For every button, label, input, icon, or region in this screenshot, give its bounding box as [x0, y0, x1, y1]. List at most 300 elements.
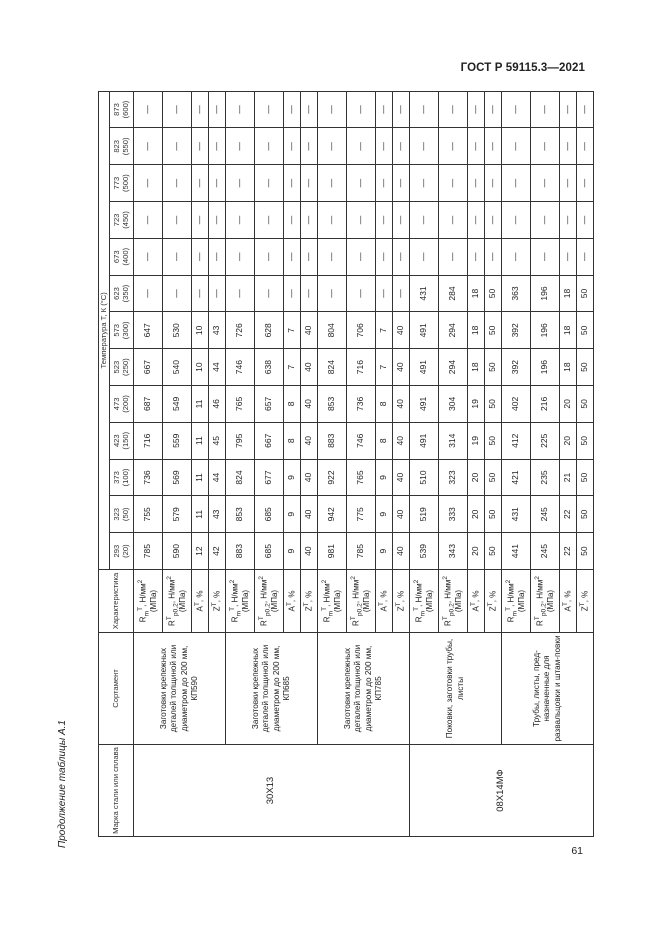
value-cell: — [163, 275, 192, 312]
value-cell: — [531, 238, 560, 275]
value-cell: 491 [410, 349, 439, 386]
value-cell: — [209, 238, 226, 275]
value-cell: 638 [255, 349, 284, 386]
value-cell: 9 [376, 459, 393, 496]
value-cell: 40 [393, 422, 410, 459]
value-cell: 9 [284, 459, 301, 496]
value-cell: — [577, 128, 594, 165]
value-cell: — [468, 202, 485, 239]
value-cell: — [485, 91, 502, 128]
temp-celsius: (350) [120, 284, 130, 303]
value-cell: 431 [410, 275, 439, 312]
table-row [410, 91, 439, 836]
value-cell: — [347, 165, 376, 202]
value-cell: — [301, 165, 318, 202]
value-cell: 294 [439, 349, 468, 386]
value-cell: 43 [209, 312, 226, 349]
temp-celsius: (50) [120, 507, 130, 522]
value-cell: — [485, 202, 502, 239]
value-cell: 883 [318, 422, 347, 459]
value-cell: 510 [410, 459, 439, 496]
value-cell: 392 [502, 349, 531, 386]
value-cell: 8 [376, 386, 393, 423]
value-cell: 785 [134, 533, 163, 570]
value-cell: — [577, 165, 594, 202]
value-cell: 50 [577, 275, 594, 312]
value-cell: — [255, 238, 284, 275]
value-cell: — [134, 275, 163, 312]
temp-kelvin: 873 [111, 103, 121, 116]
value-cell: 8 [284, 386, 301, 423]
temp-celsius: (600) [120, 100, 130, 119]
value-cell: 685 [255, 533, 284, 570]
value-cell: 363 [502, 275, 531, 312]
value-cell: — [410, 91, 439, 128]
value-cell: 196 [531, 275, 560, 312]
value-cell: — [502, 128, 531, 165]
value-cell: 687 [134, 386, 163, 423]
table-row [318, 91, 347, 836]
value-cell: — [255, 91, 284, 128]
value-cell: — [560, 238, 577, 275]
value-cell: 746 [347, 422, 376, 459]
value-cell: 284 [439, 275, 468, 312]
value-cell: 314 [439, 422, 468, 459]
value-cell: 942 [318, 496, 347, 533]
value-cell: 196 [531, 349, 560, 386]
value-cell: 491 [410, 312, 439, 349]
temp-header-7 [110, 275, 134, 312]
value-cell: — [376, 202, 393, 239]
value-cell: 18 [468, 349, 485, 386]
value-cell: 50 [485, 496, 502, 533]
value-cell: 922 [318, 459, 347, 496]
value-cell: — [347, 91, 376, 128]
value-cell: — [577, 238, 594, 275]
value-cell: 50 [485, 386, 502, 423]
value-cell: — [209, 165, 226, 202]
col-header-sortament: Сортамент [99, 633, 134, 745]
value-cell: 579 [163, 496, 192, 533]
col-header-temperature: Температура T, К (°C) [99, 91, 110, 569]
grade-cell: 08Х14МФ [410, 745, 594, 837]
characteristic-cell: $Z^T$, % [393, 570, 410, 633]
temp-header-2 [110, 459, 134, 496]
value-cell: 10 [192, 312, 209, 349]
value-cell: — [163, 91, 192, 128]
value-cell: — [347, 238, 376, 275]
value-cell: — [531, 128, 560, 165]
value-cell: 304 [439, 386, 468, 423]
value-cell: — [163, 165, 192, 202]
value-cell: 716 [347, 349, 376, 386]
value-cell: 412 [502, 422, 531, 459]
value-cell: 323 [439, 459, 468, 496]
temp-header-11 [110, 128, 134, 165]
temp-celsius: (200) [120, 395, 130, 413]
value-cell: 50 [577, 422, 594, 459]
sortament-cell: Заготовки крепежных деталей толщиной или диаметром до 200 мм, КП785 [318, 633, 410, 745]
value-cell: — [376, 165, 393, 202]
value-cell: 569 [163, 459, 192, 496]
value-cell: 50 [485, 533, 502, 570]
col-header-characteristic: Характеристика [99, 570, 134, 633]
value-cell: — [255, 128, 284, 165]
value-cell: — [560, 202, 577, 239]
value-cell: 19 [468, 422, 485, 459]
value-cell: 824 [226, 459, 255, 496]
value-cell: — [393, 91, 410, 128]
value-cell: — [192, 202, 209, 239]
characteristic-cell: $Z^T$, % [577, 570, 594, 633]
value-cell: 42 [209, 533, 226, 570]
value-cell: 343 [439, 533, 468, 570]
value-cell: 775 [347, 496, 376, 533]
value-cell: 628 [255, 312, 284, 349]
value-cell: — [393, 238, 410, 275]
value-cell: 50 [577, 533, 594, 570]
document-standard-header: ГОСТ Р 59115.3—2021 [460, 62, 585, 74]
value-cell: — [318, 165, 347, 202]
value-cell: 40 [393, 312, 410, 349]
temp-header-9 [110, 202, 134, 239]
value-cell: — [531, 91, 560, 128]
value-cell: 765 [347, 459, 376, 496]
value-cell: 46 [209, 386, 226, 423]
value-cell: 7 [284, 312, 301, 349]
value-cell: — [468, 91, 485, 128]
value-cell: 44 [209, 349, 226, 386]
value-cell: 40 [393, 533, 410, 570]
value-cell: — [284, 275, 301, 312]
value-cell: — [301, 202, 318, 239]
value-cell: 7 [284, 349, 301, 386]
value-cell: 50 [485, 349, 502, 386]
value-cell: 883 [226, 533, 255, 570]
value-cell: — [410, 238, 439, 275]
value-cell: 824 [318, 349, 347, 386]
value-cell: — [577, 202, 594, 239]
value-cell: — [163, 238, 192, 275]
value-cell: — [502, 91, 531, 128]
grade-cell: 30Х13 [134, 745, 410, 837]
temp-header-10 [110, 165, 134, 202]
value-cell: 647 [134, 312, 163, 349]
value-cell: 685 [255, 496, 284, 533]
value-cell: 804 [318, 312, 347, 349]
characteristic-cell: $R_m^T$, $Н/мм^2$ (МПа) [318, 570, 347, 633]
value-cell: — [163, 128, 192, 165]
value-cell: — [192, 128, 209, 165]
value-cell: — [226, 91, 255, 128]
value-cell: 706 [347, 312, 376, 349]
characteristic-cell: $Z^T$, % [485, 570, 502, 633]
value-cell: 40 [393, 459, 410, 496]
temp-kelvin: 473 [111, 397, 121, 411]
value-cell: — [376, 275, 393, 312]
value-cell: 441 [502, 533, 531, 570]
temp-celsius: (20) [120, 544, 130, 558]
value-cell: 43 [209, 496, 226, 533]
value-cell: 18 [468, 312, 485, 349]
value-cell: — [209, 91, 226, 128]
value-cell: 20 [560, 422, 577, 459]
value-cell: 677 [255, 459, 284, 496]
value-cell: — [134, 128, 163, 165]
value-cell: 11 [192, 459, 209, 496]
characteristic-cell: $R_m^T$, $Н/мм^2$ (МПа) [502, 570, 531, 633]
characteristic-cell: $R_m^T$, $Н/мм^2$ (МПа) [410, 570, 439, 633]
value-cell: — [410, 165, 439, 202]
value-cell: 11 [192, 422, 209, 459]
value-cell: 853 [318, 386, 347, 423]
value-cell: 196 [531, 312, 560, 349]
value-cell: — [376, 128, 393, 165]
value-cell: 785 [347, 533, 376, 570]
value-cell: 40 [301, 496, 318, 533]
characteristic-cell: $Z^T$, % [209, 570, 226, 633]
temp-header-0 [110, 533, 134, 570]
value-cell: — [284, 91, 301, 128]
value-cell: — [502, 238, 531, 275]
value-cell: — [163, 202, 192, 239]
value-cell: — [347, 128, 376, 165]
value-cell: 40 [301, 533, 318, 570]
value-cell: — [226, 238, 255, 275]
value-cell: 294 [439, 312, 468, 349]
value-cell: 402 [502, 386, 531, 423]
value-cell: 44 [209, 459, 226, 496]
value-cell: 22 [560, 496, 577, 533]
value-cell: 18 [468, 275, 485, 312]
temp-celsius: (250) [120, 358, 130, 376]
value-cell: 746 [226, 349, 255, 386]
characteristic-cell: $A^T$, % [192, 570, 209, 633]
value-cell: — [439, 165, 468, 202]
col-header-grade: Марка стали или сплава [99, 745, 134, 837]
value-cell: 216 [531, 386, 560, 423]
temp-celsius: (150) [120, 431, 130, 450]
value-cell: 50 [577, 386, 594, 423]
value-cell: 8 [284, 422, 301, 459]
value-cell: — [485, 128, 502, 165]
sortament-cell: Трубы, листы, пред-назначенные для развальцовки и штам-повки [502, 633, 594, 745]
value-cell: — [393, 202, 410, 239]
temp-kelvin: 423 [111, 434, 121, 448]
characteristic-cell: $R^T_{p0,2}$, $Н/мм^2$ (МПа) [255, 570, 284, 633]
temp-celsius: (300) [120, 321, 130, 340]
sortament-cell: Заготовки крепежных деталей толщиной или диаметром до 200 мм, КП685 [226, 633, 318, 745]
value-cell: — [284, 238, 301, 275]
value-cell: — [209, 202, 226, 239]
value-cell: — [318, 128, 347, 165]
value-cell: 20 [468, 496, 485, 533]
value-cell: — [577, 91, 594, 128]
value-cell: 235 [531, 459, 560, 496]
value-cell: 45 [209, 422, 226, 459]
value-cell: 9 [284, 533, 301, 570]
value-cell: 18 [560, 312, 577, 349]
value-cell: 667 [134, 349, 163, 386]
value-cell: — [134, 202, 163, 239]
characteristic-cell: $R^T_{p0,2}$, $Н/мм^2$ (МПа) [439, 570, 468, 633]
value-cell: — [318, 238, 347, 275]
characteristic-cell: $A^T$, % [376, 570, 393, 633]
value-cell: 40 [301, 349, 318, 386]
value-cell: 245 [531, 533, 560, 570]
value-cell: — [226, 165, 255, 202]
value-cell: 491 [410, 422, 439, 459]
value-cell: — [531, 202, 560, 239]
temp-kelvin: 373 [111, 471, 121, 484]
properties-table [98, 91, 594, 837]
sortament-cell: Поковки, заготовки трубы, листы [410, 633, 502, 745]
value-cell: 12 [192, 533, 209, 570]
value-cell: — [560, 128, 577, 165]
value-cell: 530 [163, 312, 192, 349]
value-cell: 8 [376, 422, 393, 459]
value-cell: — [485, 165, 502, 202]
value-cell: — [376, 238, 393, 275]
value-cell: — [560, 165, 577, 202]
table-row [502, 91, 531, 836]
value-cell: — [301, 238, 318, 275]
value-cell: 20 [468, 533, 485, 570]
value-cell: 392 [502, 312, 531, 349]
value-cell: — [468, 238, 485, 275]
table-container [98, 92, 590, 837]
temp-celsius: (400) [120, 247, 130, 266]
value-cell: — [439, 128, 468, 165]
value-cell: — [393, 165, 410, 202]
value-cell: 7 [376, 349, 393, 386]
value-cell: 11 [192, 386, 209, 423]
value-cell: — [318, 275, 347, 312]
value-cell: 431 [502, 496, 531, 533]
value-cell: 765 [226, 386, 255, 423]
temp-kelvin: 773 [111, 176, 121, 190]
temp-header-4 [110, 386, 134, 423]
value-cell: 736 [347, 386, 376, 423]
value-cell: 19 [468, 386, 485, 423]
table-row [134, 91, 163, 836]
characteristic-cell: $A^T$, % [468, 570, 485, 633]
value-cell: — [255, 165, 284, 202]
value-cell: 7 [376, 312, 393, 349]
value-cell: — [134, 91, 163, 128]
value-cell: 50 [485, 275, 502, 312]
value-cell: — [468, 165, 485, 202]
value-cell: — [560, 91, 577, 128]
temp-kelvin: 573 [111, 323, 121, 337]
value-cell: 50 [485, 459, 502, 496]
value-cell: — [192, 238, 209, 275]
temp-celsius: (550) [120, 137, 130, 156]
value-cell: 22 [560, 533, 577, 570]
value-cell: — [468, 128, 485, 165]
value-cell: 20 [560, 386, 577, 423]
value-cell: — [347, 275, 376, 312]
value-cell: 590 [163, 533, 192, 570]
value-cell: — [393, 275, 410, 312]
value-cell: 755 [134, 496, 163, 533]
value-cell: — [410, 202, 439, 239]
value-cell: — [134, 165, 163, 202]
value-cell: — [255, 275, 284, 312]
characteristic-cell: $Z^T$, % [301, 570, 318, 633]
value-cell: 10 [192, 349, 209, 386]
value-cell: — [439, 238, 468, 275]
characteristic-cell: $R^T_{p0,2}$, $Н/мм^2$ (МПа) [347, 570, 376, 633]
value-cell: — [531, 165, 560, 202]
characteristic-cell: $R_m^T$, $Н/мм^2$ (МПа) [226, 570, 255, 633]
value-cell: — [301, 275, 318, 312]
value-cell: 40 [393, 496, 410, 533]
value-cell: 667 [255, 422, 284, 459]
value-cell: — [301, 128, 318, 165]
value-cell: 40 [301, 459, 318, 496]
value-cell: — [192, 165, 209, 202]
temp-header-5 [110, 349, 134, 386]
value-cell: 853 [226, 496, 255, 533]
characteristic-cell: $R^T_{p0,2}$, $Н/мм^2$ (МПа) [531, 570, 560, 633]
value-cell: 549 [163, 386, 192, 423]
value-cell: 657 [255, 386, 284, 423]
temp-kelvin: 323 [111, 507, 121, 521]
value-cell: — [318, 202, 347, 239]
temp-kelvin: 623 [111, 287, 121, 300]
value-cell: — [284, 202, 301, 239]
value-cell: — [318, 91, 347, 128]
sortament-cell: Заготовки крепежных деталей толщиной или диаметром до 200 мм, КП590 [134, 633, 226, 745]
value-cell: 40 [301, 312, 318, 349]
value-cell: 539 [410, 533, 439, 570]
value-cell: — [502, 165, 531, 202]
value-cell: — [209, 128, 226, 165]
value-cell: 9 [284, 496, 301, 533]
value-cell: 736 [134, 459, 163, 496]
temp-header-3 [110, 422, 134, 459]
value-cell: 559 [163, 422, 192, 459]
value-cell: 726 [226, 312, 255, 349]
temp-header-8 [110, 238, 134, 275]
value-cell: — [284, 165, 301, 202]
temp-header-12 [110, 91, 134, 128]
temp-kelvin: 523 [111, 360, 121, 374]
value-cell: — [209, 275, 226, 312]
value-cell: 40 [301, 386, 318, 423]
value-cell: — [410, 128, 439, 165]
value-cell: 245 [531, 496, 560, 533]
value-cell: 540 [163, 349, 192, 386]
value-cell: — [347, 202, 376, 239]
value-cell: — [485, 238, 502, 275]
value-cell: 20 [468, 459, 485, 496]
value-cell: 491 [410, 386, 439, 423]
value-cell: 981 [318, 533, 347, 570]
characteristic-cell: $R^T_{p0,2}$, $Н/мм^2$ (МПа) [163, 570, 192, 633]
value-cell: 21 [560, 459, 577, 496]
value-cell: — [192, 275, 209, 312]
value-cell: — [284, 128, 301, 165]
characteristic-cell: $A^T$, % [284, 570, 301, 633]
temp-header-6 [110, 312, 134, 349]
value-cell: 18 [560, 349, 577, 386]
value-cell: 9 [376, 496, 393, 533]
value-cell: 40 [301, 422, 318, 459]
value-cell: — [192, 91, 209, 128]
value-cell: — [226, 275, 255, 312]
